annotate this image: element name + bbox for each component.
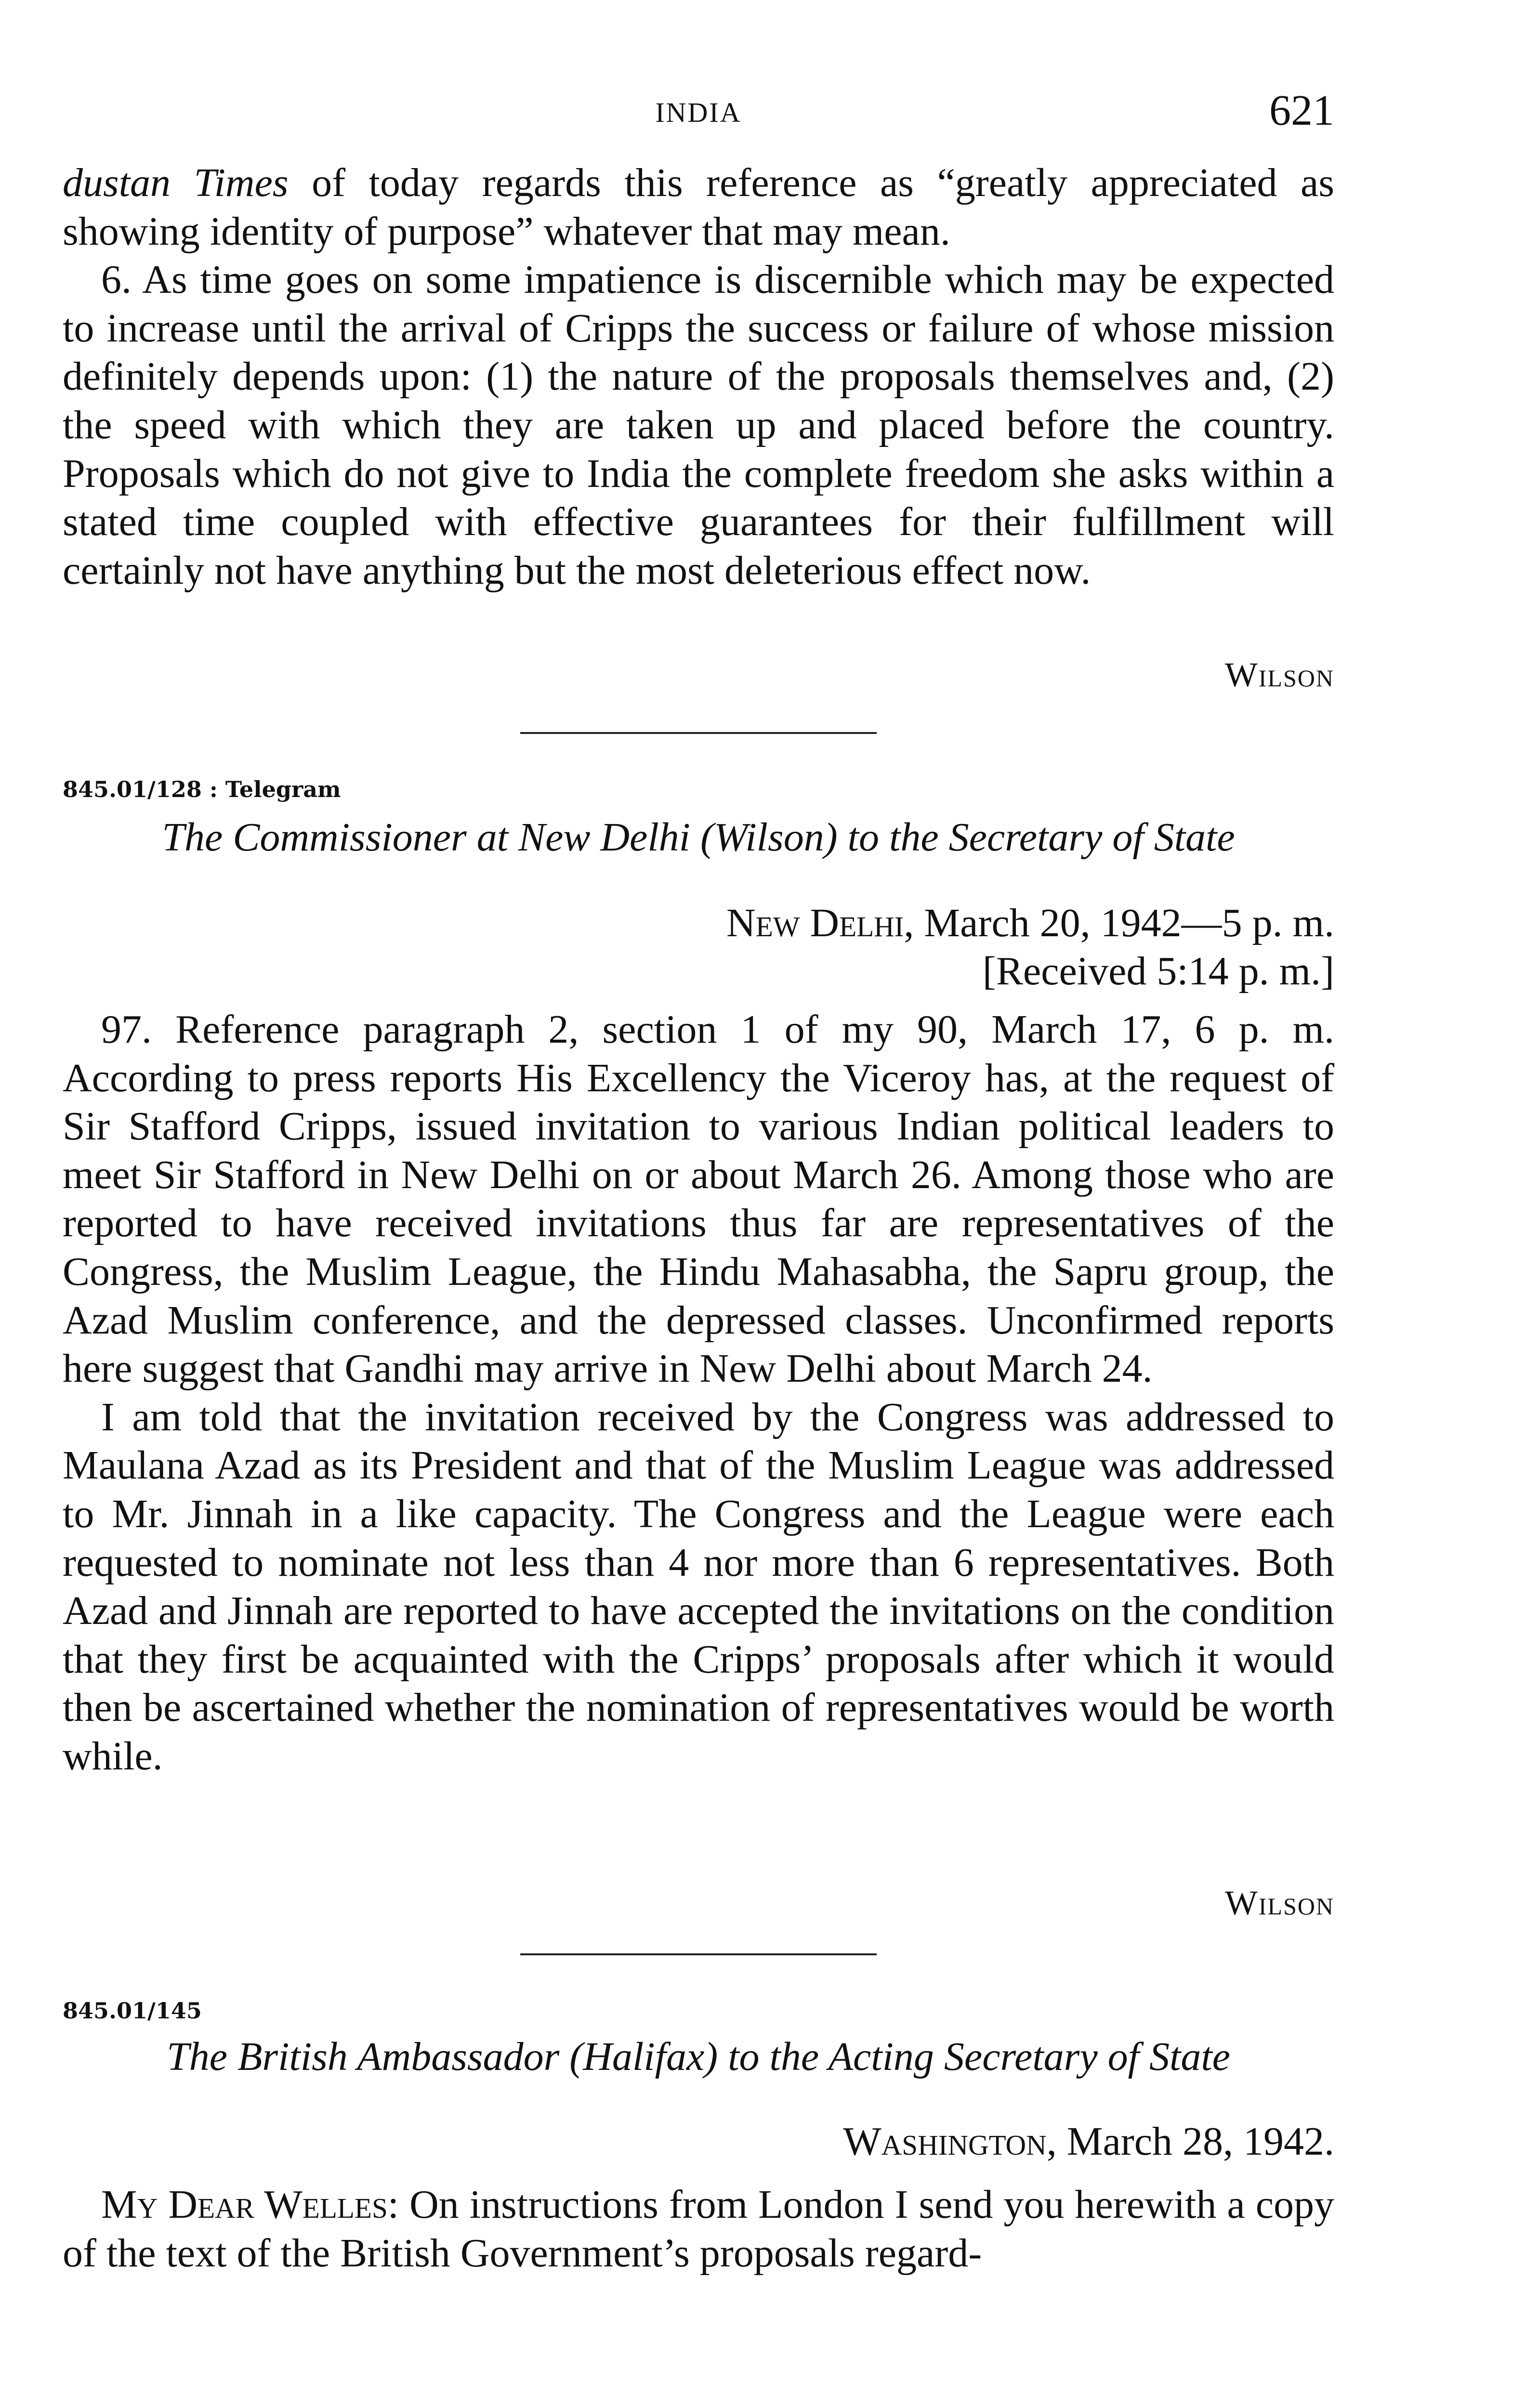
file-number: 845.01/128 : Telegram bbox=[63, 776, 341, 802]
paragraph-97: 97. Reference paragraph 2, section 1 of my 90, March 17, 6 p. m. According to press reports His Excellency the Viceroy has, at the request of Sir Stafford Cripps, issued invitation to various Indian political leaders to meet Sir Stafford in New Delhi on or about March 26. Among those who are reported to have received invitations thus far are representatives of the Congress, the Muslim League, the Hindu Mahasabha, the Sapru group, the Azad Muslim conference, and the depressed classes. Unconfirmed reports here suggest that Gandhi may arrive in New Delhi about March 24. bbox=[63, 1007, 1334, 1391]
salutation: My Dear Welles bbox=[101, 2182, 388, 2227]
dateline bbox=[63, 900, 1334, 946]
paragraph-continued bbox=[63, 159, 1334, 256]
paragraph-text: of today regards this reference as “greatly appreciated as showing identity of purpose” whatever that may mean. bbox=[63, 160, 1334, 254]
letter-text: : On instructions from London I send you herewith a copy of the text of the British Government’s proposals regard- bbox=[63, 2182, 1335, 2276]
signature-wilson-2: Wilson bbox=[1224, 1884, 1334, 1922]
paragraph-invitation: I am told that the invitation received by the Congress was addressed to Maulana Azad as its President and that of the Muslim League was addressed to Mr. Jinnah in a like capacity. The Congress and the League were each requested to nominate not less than 4 nor more than 6 representatives. Both Azad and Jinnah are reported to have accepted the invitations on the condition that they first be acquainted with the Cripps’ proposals after which it would then be ascertained whether the nomination of representatives would be worth while. bbox=[63, 1394, 1334, 1779]
running-head bbox=[63, 86, 1334, 139]
letter-body bbox=[63, 2181, 1334, 2277]
signature-wilson-1: Wilson bbox=[1224, 655, 1334, 694]
dateline-date: March 20, 1942—5 p. m. bbox=[914, 901, 1334, 945]
newspaper-name: dustan Times bbox=[63, 160, 289, 205]
dateline-date: March 28, 1942. bbox=[1056, 2119, 1334, 2164]
received-line: [Received 5:14 p. m.] bbox=[982, 949, 1334, 994]
letter-paragraph bbox=[63, 2181, 1334, 2277]
file-number: 845.01/145 bbox=[63, 1998, 202, 2024]
paragraph-6: 6. As time goes on some impatience is discernible which may be expected to increase until the arrival of Cripps the success or failure of whose mission definitely depends upon: (1) the nature of the proposals themselves and, (2) the speed with which they are taken up and placed before the country. Proposals which do not give to India the complete freedom she asks within a stated time coupled with effective guarantees for their fulfillment will certainly not have anything but the most deleterious effect now. bbox=[63, 257, 1334, 593]
dateline-place: New Delhi, bbox=[726, 901, 914, 945]
dateline bbox=[63, 2118, 1334, 2165]
section-divider bbox=[520, 732, 877, 734]
dateline-place: Washington, bbox=[843, 2119, 1057, 2164]
page-number: 621 bbox=[1269, 87, 1334, 134]
document-body bbox=[63, 1006, 1334, 1781]
running-title: INDIA bbox=[655, 97, 742, 128]
document-title: The British Ambassador (Halifax) to the Acting Secretary of State bbox=[167, 2034, 1230, 2079]
section-divider bbox=[520, 1953, 877, 1955]
section-continuation bbox=[63, 159, 1334, 595]
document-title: The Commissioner at New Delhi (Wilson) to the Secretary of State bbox=[162, 815, 1235, 860]
